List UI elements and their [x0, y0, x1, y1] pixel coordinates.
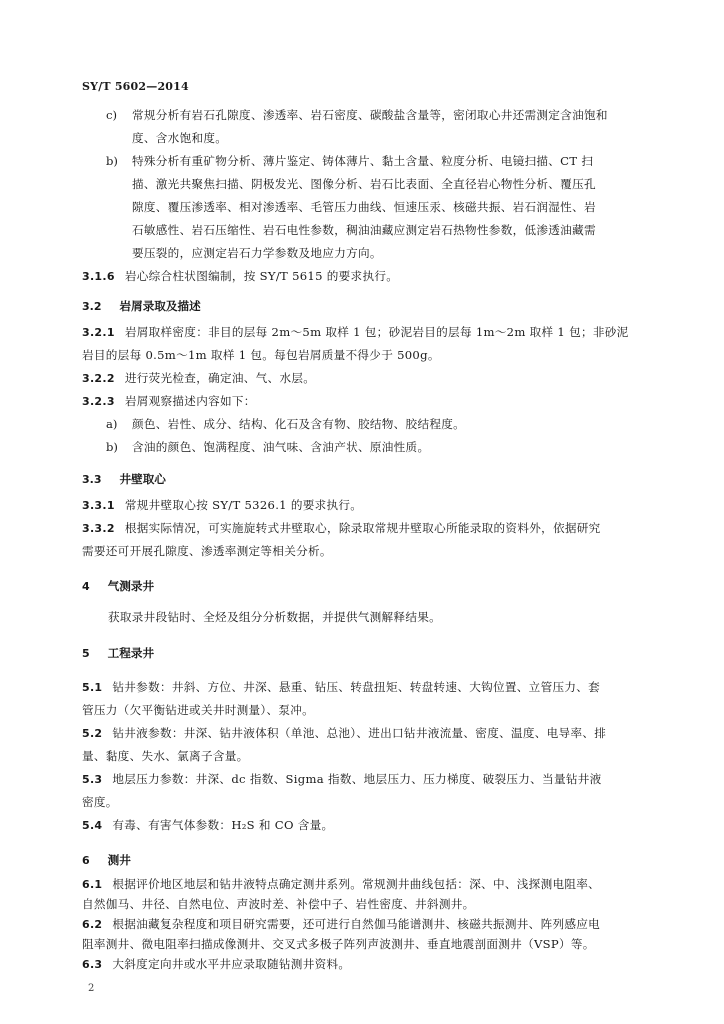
clause-5-4: 5.4 有毒、有害气体参数：H₂S 和 CO 含量。: [82, 818, 334, 832]
clause-3-2-1: 3.2.1 岩屑取样密度：非目的层每 2m～5m 取样 1 包；砂泥岩目的层每 1m～2m 取样 1 包；非砂泥: [82, 325, 629, 339]
paragraph-line: 常规分析有岩石孔隙度、渗透率、岩石密度、碳酸盐含量等，密闭取心井还需测定含油饱和: [132, 108, 608, 122]
paragraph-line: 隙度、覆压渗透率、相对渗透率、毛管压力曲线、恒速压汞、核磁共振、岩石润湿性、岩: [132, 200, 596, 214]
paragraph-line: 岩目的层每 0.5m～1m 取样 1 包。每包岩屑质量不得少于 500g。: [82, 348, 440, 362]
paragraph-line: 特殊分析有重矿物分析、薄片鉴定、铸体薄片、黏土含量、粒度分析、电镜扫描、CT 扫: [132, 154, 594, 168]
section-heading-3-2: 3.2 岩屑录取及描述: [82, 299, 201, 313]
clause-3-2-2: 3.2.2 进行荧光检查，确定油、气、水层。: [82, 371, 316, 385]
clause-3-3-1: 3.3.1 常规井壁取心按 SY/T 5326.1 的要求执行。: [82, 498, 363, 512]
clause-6-2: 6.2 根据油藏复杂程度和项目研究需要，还可进行自然伽马能谱测井、核磁共振测井、阵列感应电: [82, 917, 601, 931]
clause-5-1: 5.1 钻井参数：井斜、方位、井深、悬重、钻压、转盘扭矩、转盘转速、大钩位置、立管压力、套: [82, 680, 601, 694]
section-heading-3-3: 3.3 井壁取心: [82, 472, 166, 486]
paragraph-line: 颜色、岩性、成分、结构、化石及含有物、胶结物、胶结程度。: [132, 417, 466, 431]
list-label: b): [106, 440, 118, 454]
paragraph-line: 自然伽马、井径、自然电位、声波时差、补偿中子、岩性密度、井斜测井。: [82, 897, 475, 911]
paragraph-line: 要压裂的，应测定岩石力学参数及地应力方向。: [132, 246, 382, 260]
paragraph-line: 度、含水饱和度。: [132, 131, 228, 145]
list-label: a): [106, 417, 118, 431]
list-label: c): [106, 108, 118, 122]
section-heading-5: 5 工程录井: [82, 646, 155, 660]
section-heading-6: 6 测井: [82, 853, 131, 867]
paragraph-line: 获取录井段钻时、全烃及组分分析数据，并提供气测解释结果。: [108, 610, 442, 624]
clause-3-2-3: 3.2.3 岩屑观察描述内容如下：: [82, 394, 256, 408]
clause-3-3-2: 3.3.2 根据实际情况，可实施旋转式井壁取心，除录取常规井壁取心所能录取的资料外，依据研究: [82, 521, 601, 535]
paragraph-line: 阻率测井、微电阻率扫描成像测井、交叉式多极子阵列声波测井、垂直地震剖面测井（VSP）等。: [82, 937, 595, 951]
paragraph-line: 管压力（欠平衡钻进或关井时测量）、泵冲。: [82, 703, 315, 717]
clause-6-1: 6.1 根据评价地区地层和钻井液特点确定测井系列。常规测井曲线包括：深、中、浅探测电阻率、: [82, 877, 601, 891]
paragraph-line: 描、激光共聚焦扫描、阴极发光、图像分析、岩石比表面、全直径岩心物性分析、覆压孔: [132, 177, 596, 191]
list-label: b): [106, 154, 118, 168]
paragraph-line: 含油的颜色、饱满程度、油气味、含油产状、原油性质。: [132, 440, 430, 454]
clause-3-1-6: 3.1.6 岩心综合柱状图编制，按 SY/T 5615 的要求执行。: [82, 269, 399, 283]
section-heading-4: 4 气测录井: [82, 579, 155, 593]
paragraph-line: 量、黏度、失水、氯离子含量。: [82, 749, 249, 763]
paragraph-line: 需要还可开展孔隙度、渗透率测定等相关分析。: [82, 544, 332, 558]
standard-code-header: SY/T 5602—2014: [82, 80, 189, 93]
paragraph-line: 石敏感性、岩石压缩性、岩石电性参数，稠油油藏应测定岩石热物性参数，低渗透油藏需: [132, 223, 596, 237]
paragraph-line: 密度。: [82, 795, 118, 809]
clause-5-2: 5.2 钻井液参数：井深、钻井液体积（单池、总池）、进出口钻井液流量、密度、温度、电导率、排: [82, 726, 607, 740]
clause-6-3: 6.3 大斜度定向井或水平井应录取随钻测井资料。: [82, 957, 351, 971]
clause-5-3: 5.3 地层压力参数：井深、dc 指数、Sigma 指数、地层压力、压力梯度、破裂压力、当量钻井液: [82, 772, 602, 786]
page-number: 2: [88, 983, 95, 994]
